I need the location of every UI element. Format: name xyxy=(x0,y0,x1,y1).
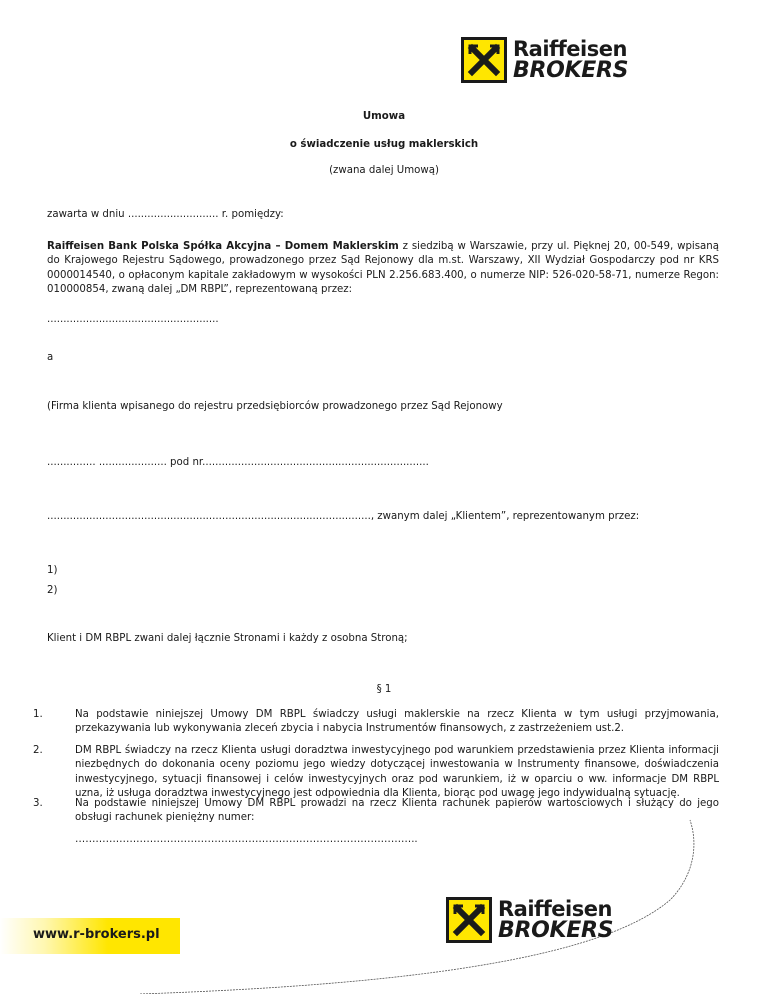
party-details: z siedzibą w Warszawie, przy ul. Pięknej 20, 00-549, wpisaną do Krajowego Rejestru Sądowego, prowadzonego przez Sąd Rejonowy dla m.st. Warszawy, XII Wydział Gospodarczy pod nr KRS 0000014540, o opłaconym kapitale zakładowym w wysokości PLN 2.256.683.400, o numerze NIP: 526-020-58-71, numerze Regon: 010000854, zwaną dalej „DM RBPL”, reprezentowaną przez: xyxy=(47,241,719,296)
conjunction-and: a xyxy=(47,352,54,363)
item-text: DM RBPL świadczy na rzecz Klienta usługi doradztwa inwestycyjnego pod warunkiem przedstawienia przez Klienta informacji niezbędnych do dokonania oceny poziomu jego wiedzy dotyczącej inwestowania w Instrumenty finansowe, doświadczenia inwestycyjnego, sytuacji finansowej i celów inwestycyjnych oraz pod warunkiem, iż w oparciu o ww. informacje DM RBPL uzna, iż usługa doradztwa inwestycyjnego jest odpowiednia dla Klienta, biorąc pod uwagę jego indywidualną sytuację. xyxy=(75,745,719,800)
logo-line-1: Raiffeisen xyxy=(513,36,627,61)
logo-line-1: Raiffeisen xyxy=(498,896,612,921)
website-link[interactable]: www.r-brokers.pl xyxy=(33,927,160,942)
document-title: Umowa xyxy=(362,111,406,122)
logo-wordmark xyxy=(498,896,614,943)
document-subtitle: o świadczenie usług maklerskich xyxy=(289,139,479,150)
parties-definition: Klient i DM RBPL zwani dalej łącznie Stronami i każdy z osobna Stroną; xyxy=(47,633,408,644)
item-number: 3. xyxy=(33,798,43,809)
item-number: 2. xyxy=(33,745,43,756)
footer-logo xyxy=(446,897,613,943)
logo-line-2: BROKERS xyxy=(513,57,629,83)
representative-2: 2) xyxy=(47,585,58,596)
client-line: ...................................................................................................., zwanym dalej „Klientem”, reprezentowanym przez: xyxy=(47,511,640,522)
register-number-line: ............... ..................... pod nr...................................................................... xyxy=(47,457,429,468)
date-line: zawarta w dniu ............................ r. pomiędzy: xyxy=(47,209,284,220)
document-note: (zwana dalej Umową) xyxy=(329,165,439,176)
client-firm-label: (Firma klienta wpisanego do rejestru przedsiębiorców prowadzonego przez Sąd Rejonowy xyxy=(47,401,503,412)
representative-1: 1) xyxy=(47,565,58,576)
section-heading: § 1 xyxy=(376,684,392,695)
account-number-dots: ……………………………………………………………………………………….. xyxy=(75,834,418,845)
item-text: Na podstawie niniejszej Umowy DM RBPL prowadzi na rzecz Klienta rachunek papierów wartościowych i służący do jego obsługi rachunek pieniężny numer: xyxy=(75,798,719,824)
crossed-gables-logo-icon xyxy=(446,897,492,943)
item-text: Na podstawie niniejszej Umowy DM RBPL świadczy usługi maklerskie na rzecz Klienta w tym usługi przyjmowania, przekazywania lub wykonywania zleceń zbycia i nabycia Instrumentów finansowych, z zastrzeżeniem ust.2. xyxy=(75,709,719,735)
item-number: 1. xyxy=(33,709,43,720)
representative-dots: ..................................................... xyxy=(47,314,219,325)
logo-line-2: BROKERS xyxy=(498,917,614,943)
party-name: Raiffeisen Bank Polska Spółka Akcyjna – Domem Maklerskim xyxy=(47,241,399,252)
